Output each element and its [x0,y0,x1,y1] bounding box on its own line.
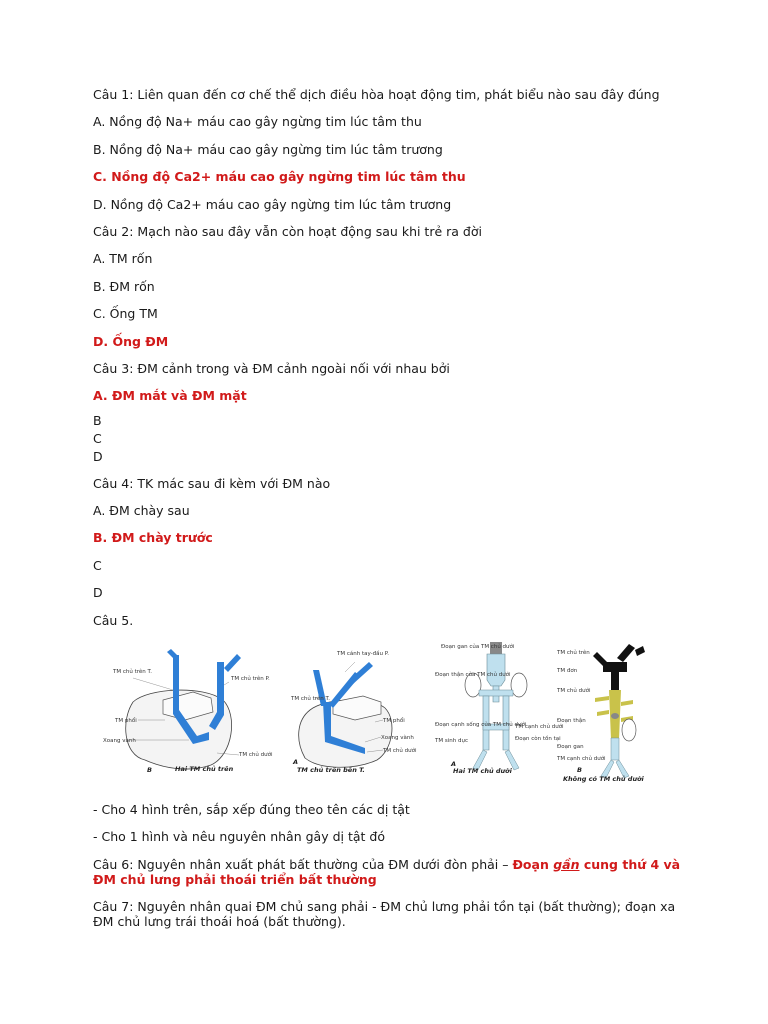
q2-option-a: A. TM rốn [93,251,153,267]
fig2-label-svc-left: TM chủ trên T. [291,696,330,703]
q4-option-c: C [93,557,102,573]
q6-answer-pre: Đoạn [512,856,554,872]
fig4-letter: B [577,766,582,775]
fig2-caption: TM chủ trên bên T. [297,766,365,775]
q5-note-1: - Cho 4 hình trên, sắp xếp đúng theo tên các dị tật [93,802,410,818]
q6-answer-underlined: gần [553,856,580,872]
question-4: Câu 4: TK mác sau đi kèm với ĐM nào [93,475,331,491]
question-6 [93,857,683,887]
fig3-letter: A [451,760,457,769]
fig1-label-pulmonary-vein: TM phổi [115,718,137,725]
q4-option-d: D [93,585,103,601]
fig3-label-gonadal: TM sinh dục [435,738,468,745]
question-5: Câu 5. [93,612,134,628]
fig2-label-ivc: TM chủ dưới [383,748,417,755]
q1-option-a: A. Nồng độ Na+ máu cao gây ngừng tim lúc tâm thu [93,114,422,130]
q5-note-2: - Cho 1 hình và nêu nguyên nhân gây dị tật đó [93,829,385,845]
q3-option-b: B [93,413,102,429]
question-2: Câu 2: Mạch nào sau đây vẫn còn hoạt động sau khi trẻ ra đời [93,223,482,239]
q6-question: Câu 6: Nguyên nhân xuất phát bất thường của ĐM dưới đòn phải – [93,856,513,872]
q6-answer-post: cung thứ 4 và ĐM chủ lưng phải thoái triển bất thường [93,856,681,887]
fig2-label-pulmonary-vein: TM phổi [383,718,405,725]
question-7: Câu 7: Nguyên nhân quai ĐM chủ sang phải - ĐM chủ lưng phải tồn tại (bất thường); đoạn xa ĐM chủ lưng trái thoái hoá (bất thường). [93,899,676,930]
q1-option-d: D. Nồng độ Ca2+ máu cao gây ngừng tim lúc tâm trương [93,196,452,212]
q3-option-d: D [93,448,103,464]
q1-option-c-answer: C. Nồng độ Ca2+ máu cao gây ngừng tim lúc tâm thu [93,169,466,185]
fig1-label-svc-left: TM chủ trên T. [113,669,152,676]
q4-option-a: A. ĐM chày sau [93,503,190,519]
fig3-caption: Hai TM chủ dưới [453,767,512,776]
fig2-label-brachiocephalic: TM cánh tay-đầu P. [337,651,389,658]
fig3-label-renal: Đoạn thận của TM chủ dưới [435,672,511,679]
question-3: Câu 3: ĐM cảnh trong và ĐM cảnh ngoài nối với nhau bởi [93,360,450,376]
figure-absent-inferior-vena-cava [557,640,683,785]
fig1-label-coronary-sinus: Xoang vành [103,738,136,745]
fig4-label-ivc: TM chủ dưới [557,688,591,695]
vein-anomaly-figures [93,640,683,790]
q1-option-b: B. Nồng độ Na+ máu cao gây ngừng tim lúc tâm trương [93,141,443,157]
q2-option-c: C. Ống TM [93,306,158,322]
document-body [93,87,683,942]
q2-option-d-answer: D. Ống ĐM [93,333,169,349]
fig3-label-persisting: Đoạn còn tồn tại [515,736,561,743]
fig3-label-paravertebral: Đoạn cạnh sống của TM chủ dưới [435,722,527,729]
figure-two-inferior-vena-cavae [435,640,564,785]
fig1-label-ivc: TM chủ dưới [239,752,273,759]
fig4-label-svc: TM chủ trên [557,650,590,657]
q4-option-b-answer: B. ĐM chày trước [93,530,213,546]
fig4-label-renal: Đoạn thận [557,718,586,725]
fig4-label-hepatic: Đoạn gan [557,744,584,751]
fig2-letter: A [293,758,299,767]
fig3-label-hepatic: Đoạn gan của TM chủ dưới [441,644,515,651]
fig4-label-azygos: TM đơn [557,668,578,675]
q2-option-b: B. ĐM rốn [93,278,155,294]
q3-option-a-answer: A. ĐM mắt và ĐM mặt [93,388,247,404]
figure-two-superior-vena-cavae [93,640,273,785]
fig4-caption: Không có TM chủ dưới [563,775,644,784]
fig1-letter: B [147,766,152,775]
fig1-label-svc-right: TM chủ trên P. [231,676,270,683]
fig4-label-paracaval: TM cạnh chủ dưới [557,756,606,763]
fig2-label-coronary-sinus: Xoang vành [381,735,414,742]
question-1: Câu 1: Liên quan đến cơ chế thể dịch điều hòa hoạt động tim, phát biểu nào sau đây đúng [93,87,660,102]
fig1-caption: Hai TM chủ trên [175,765,234,774]
q3-option-c: C [93,431,102,447]
fig3-label-paracaval: TM cạnh chủ dưới [515,724,564,731]
figure-left-superior-vena-cava [285,640,425,785]
